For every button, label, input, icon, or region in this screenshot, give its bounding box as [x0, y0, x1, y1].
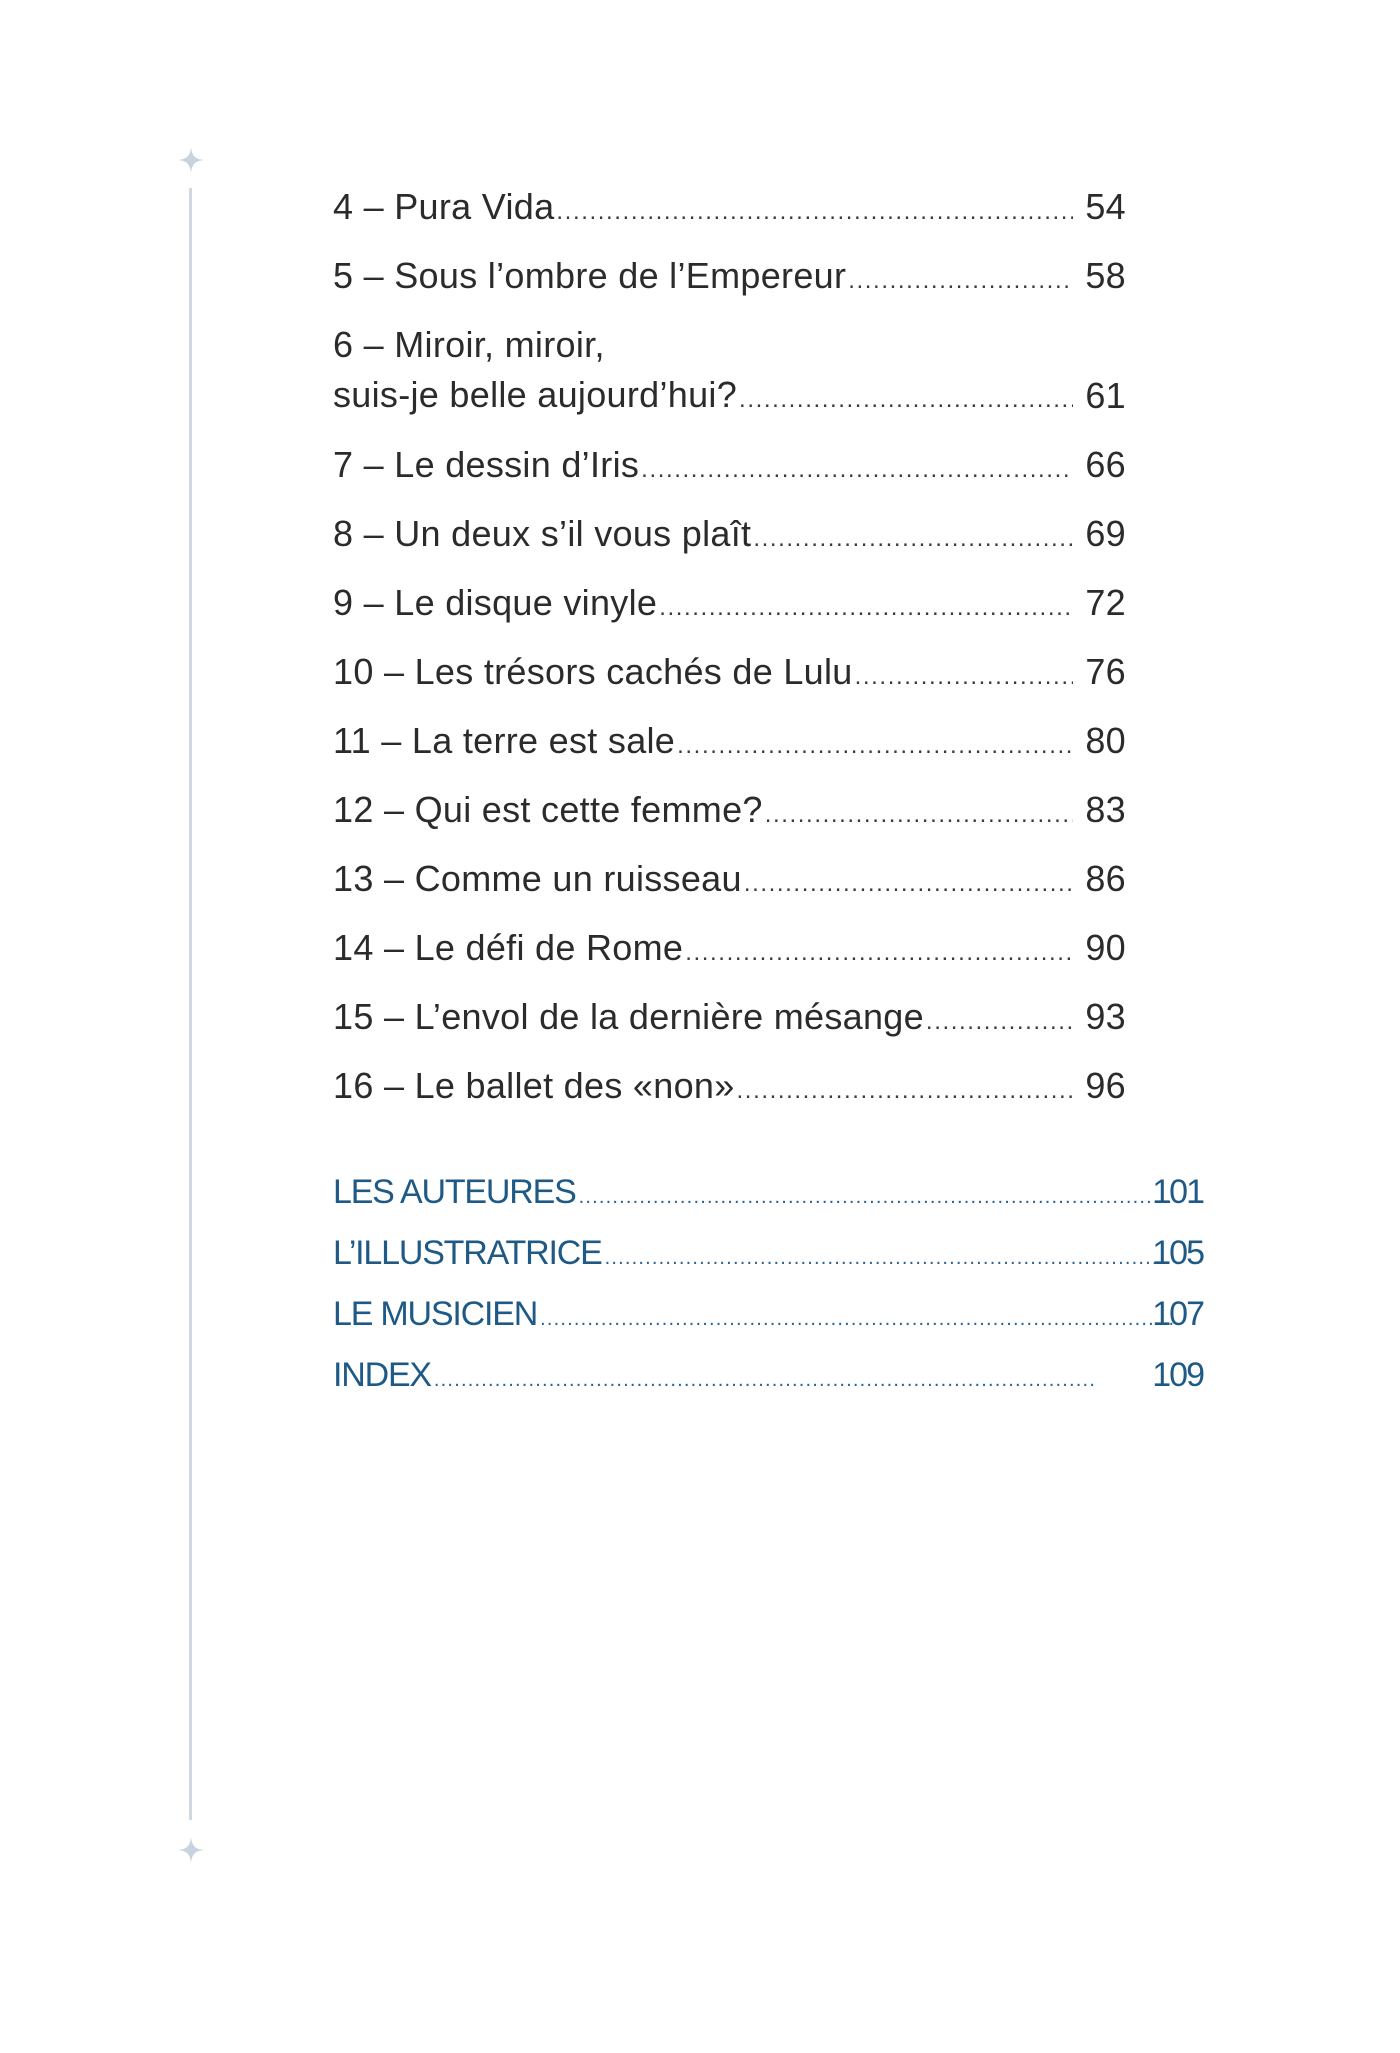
toc-entry[interactable]: [333, 1061, 1213, 1130]
leader-dots: [659, 583, 1073, 633]
toc-entry-page: 54: [1085, 186, 1126, 227]
toc-entry-title-line1: 6 – Miroir, miroir,: [333, 324, 605, 365]
star-ornament-icon: [176, 145, 206, 175]
toc-entry[interactable]: [333, 716, 1213, 785]
leader-dots: [579, 1172, 1173, 1222]
toc-entry-page: 86: [1085, 858, 1126, 899]
leader-dots: [753, 514, 1073, 564]
leader-dots: [605, 1233, 1173, 1283]
toc-entry-page: 76: [1085, 651, 1126, 692]
toc-entry[interactable]: [333, 992, 1213, 1061]
toc-entry-title: 13 – Comme un ruisseau: [333, 858, 742, 899]
toc-entry-page: 90: [1085, 927, 1126, 968]
toc-entry[interactable]: [333, 440, 1213, 509]
toc-entry-title: 4 – Pura Vida: [333, 186, 555, 227]
appendix-title: LE MUSICIEN: [333, 1295, 538, 1333]
star-ornament-icon: [176, 1835, 206, 1865]
appendix-list: [333, 1167, 1213, 1411]
leader-dots: [737, 1066, 1073, 1116]
leader-dots: [926, 997, 1073, 1047]
toc-entry-title: 5 – Sous l’ombre de l’Empereur: [333, 255, 847, 296]
toc-entry-title: suis-je belle aujourd’hui?: [333, 374, 738, 415]
leader-dots: [540, 1294, 1173, 1344]
leader-dots: [641, 445, 1073, 495]
appendix-page: 105: [1152, 1234, 1203, 1272]
toc-entry-page: 61: [1085, 375, 1126, 416]
toc-entry-page: 66: [1085, 444, 1126, 485]
toc-entry-title: 16 – Le ballet des «non»: [333, 1065, 735, 1106]
toc-entry-page: 80: [1085, 720, 1126, 761]
appendix-page: 109: [1152, 1356, 1203, 1394]
appendix-entry[interactable]: [333, 1289, 1213, 1350]
leader-dots: [848, 256, 1073, 306]
toc-entry-title: 8 – Un deux s’il vous plaît: [333, 513, 752, 554]
toc-entry-page: 96: [1085, 1065, 1126, 1106]
toc-entry-title: 15 – L’envol de la dernière mésange: [333, 996, 924, 1037]
appendix-entry[interactable]: [333, 1228, 1213, 1289]
toc-entry-page: 93: [1085, 996, 1126, 1037]
toc-entry-page: 69: [1085, 513, 1126, 554]
toc-entry[interactable]: [333, 578, 1213, 647]
toc-entry[interactable]: [333, 854, 1213, 923]
leader-dots: [739, 375, 1073, 425]
appendix-title: INDEX: [333, 1356, 431, 1394]
leader-dots: [685, 928, 1073, 978]
toc-entry-page: 72: [1085, 582, 1126, 623]
table-of-contents: [333, 182, 1213, 1130]
toc-entry[interactable]: [333, 647, 1213, 716]
toc-entry[interactable]: [333, 182, 1213, 251]
toc-entry[interactable]: [333, 509, 1213, 578]
appendix-entry[interactable]: [333, 1350, 1213, 1411]
appendix-page: 107: [1152, 1295, 1203, 1333]
toc-entry-title: 11 – La terre est sale: [333, 720, 676, 761]
leader-dots: [744, 859, 1073, 909]
leader-dots: [556, 187, 1073, 237]
toc-entry-title: 9 – Le disque vinyle: [333, 582, 658, 623]
toc-entry[interactable]: [333, 923, 1213, 992]
toc-entry-page: 58: [1085, 255, 1126, 296]
leader-dots: [855, 652, 1073, 702]
appendix-entry[interactable]: [333, 1167, 1213, 1228]
toc-entry-title: 14 – Le défi de Rome: [333, 927, 684, 968]
toc-entry[interactable]: [333, 785, 1213, 854]
toc-entry-title: 12 – Qui est cette femme?: [333, 789, 763, 830]
vertical-rule: [189, 188, 192, 1820]
leader-dots: [677, 721, 1073, 771]
toc-entry[interactable]: [333, 251, 1213, 320]
appendix-title: L’ILLUSTRATRICE: [333, 1234, 602, 1272]
appendix-title: LES AUTEURES: [333, 1173, 576, 1211]
leader-dots: [434, 1355, 1094, 1405]
toc-entry-title: 7 – Le dessin d’Iris: [333, 444, 640, 485]
toc-entry-page: 83: [1085, 789, 1126, 830]
toc-entry[interactable]: [333, 320, 1213, 440]
appendix-page: 101: [1152, 1173, 1203, 1211]
toc-entry-title: 10 – Les trésors cachés de Lulu: [333, 651, 853, 692]
leader-dots: [765, 790, 1073, 840]
